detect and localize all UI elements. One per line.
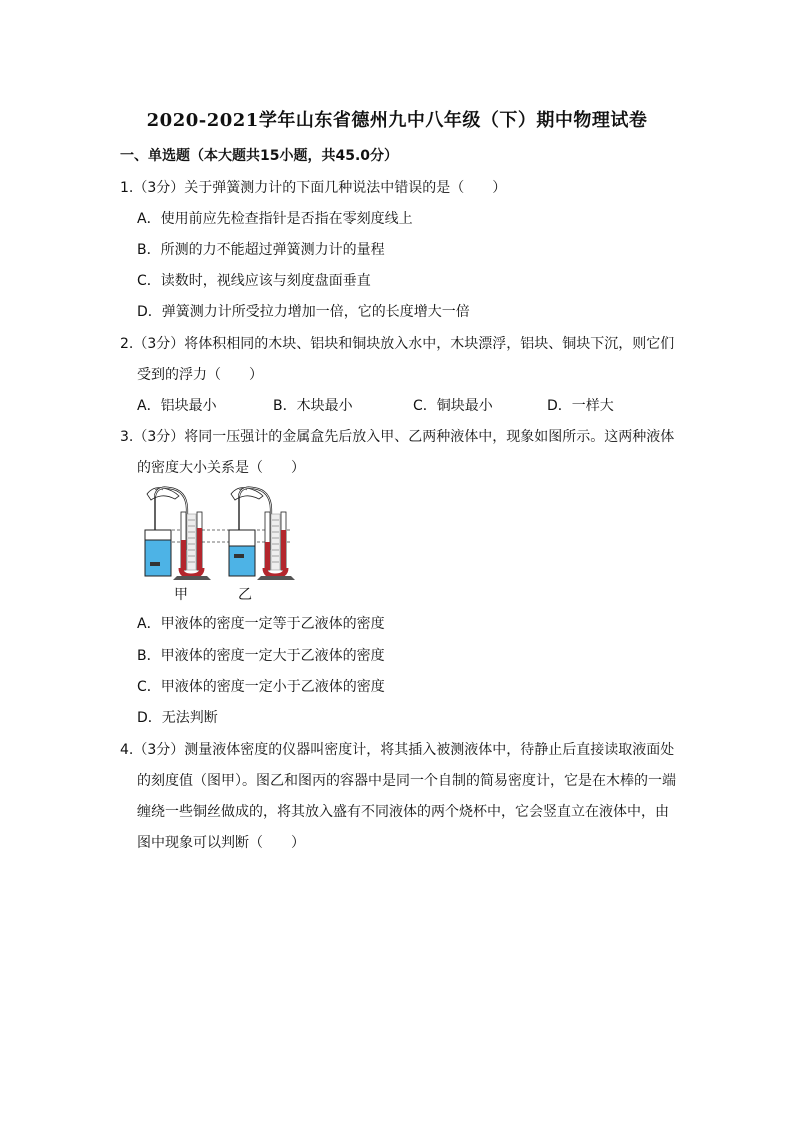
section-heading: 一、单选题（本大题共15小题，共45.0分） bbox=[120, 148, 399, 164]
figure-label-yi: 乙 bbox=[238, 587, 252, 603]
q1-option-d: D．弹簧测力计所受拉力增加一倍，它的长度增大一倍 bbox=[137, 304, 470, 320]
figure-label-jia: 甲 bbox=[174, 587, 188, 603]
q3-option-b: B．甲液体的密度一定大于乙液体的密度 bbox=[137, 648, 385, 664]
page-title: 2020-2021学年山东省德州九中八年级（下）期中物理试卷 bbox=[146, 110, 648, 131]
q1-option-a: A．使用前应先检查指针是否指在零刻度线上 bbox=[137, 211, 413, 227]
q3-stem-line1: 3.（3分）将同一压强计的金属盒先后放入甲、乙两种液体中，现象如图所示。这两种液体 bbox=[120, 429, 675, 445]
q1-option-b: B．所测的力不能超过弹簧测力计的量程 bbox=[137, 242, 385, 258]
q2-option-d: D．一样大 bbox=[547, 398, 614, 414]
q2-option-b: B．木块最小 bbox=[273, 398, 353, 414]
q3-option-d: D．无法判断 bbox=[137, 710, 218, 726]
q1-option-c: C．读数时，视线应该与刻度盘面垂直 bbox=[137, 273, 371, 289]
q4-stem-line1: 4.（3分）测量液体密度的仪器叫密度计，将其插入被测液体中，待静止后直接读取液面处 bbox=[120, 742, 675, 758]
pressure-gauge-illustration bbox=[137, 482, 307, 582]
setup-jia bbox=[145, 487, 211, 580]
q4-stem-line2: 的刻度值（图甲）。图乙和图丙的容器中是同一个自制的简易密度计，它是在木棒的一端 bbox=[137, 773, 676, 789]
q2-option-c: C．铜块最小 bbox=[413, 398, 493, 414]
q4-stem-line3: 缠绕一些铜丝做成的，将其放入盛有不同液体的两个烧杯中，它会竖直立在液体中，由 bbox=[137, 804, 669, 820]
q2-stem-line1: 2.（3分）将体积相同的木块、铝块和铜块放入水中，木块漂浮，铝块、铜块下沉，则它们 bbox=[120, 336, 675, 352]
q2-option-a: A．铝块最小 bbox=[137, 398, 217, 414]
setup-yi bbox=[229, 487, 295, 580]
q2-stem-line2: 受到的浮力（ ） bbox=[137, 367, 263, 383]
pressure-gauge-figure bbox=[137, 482, 307, 586]
q1-stem: 1.（3分）关于弹簧测力计的下面几种说法中错误的是（ ） bbox=[120, 180, 507, 196]
q3-option-a: A．甲液体的密度一定等于乙液体的密度 bbox=[137, 616, 385, 632]
q3-option-c: C．甲液体的密度一定小于乙液体的密度 bbox=[137, 679, 385, 695]
q4-stem-line4: 图中现象可以判断（ ） bbox=[137, 835, 305, 851]
q3-stem-line2: 的密度大小关系是（ ） bbox=[137, 460, 305, 476]
